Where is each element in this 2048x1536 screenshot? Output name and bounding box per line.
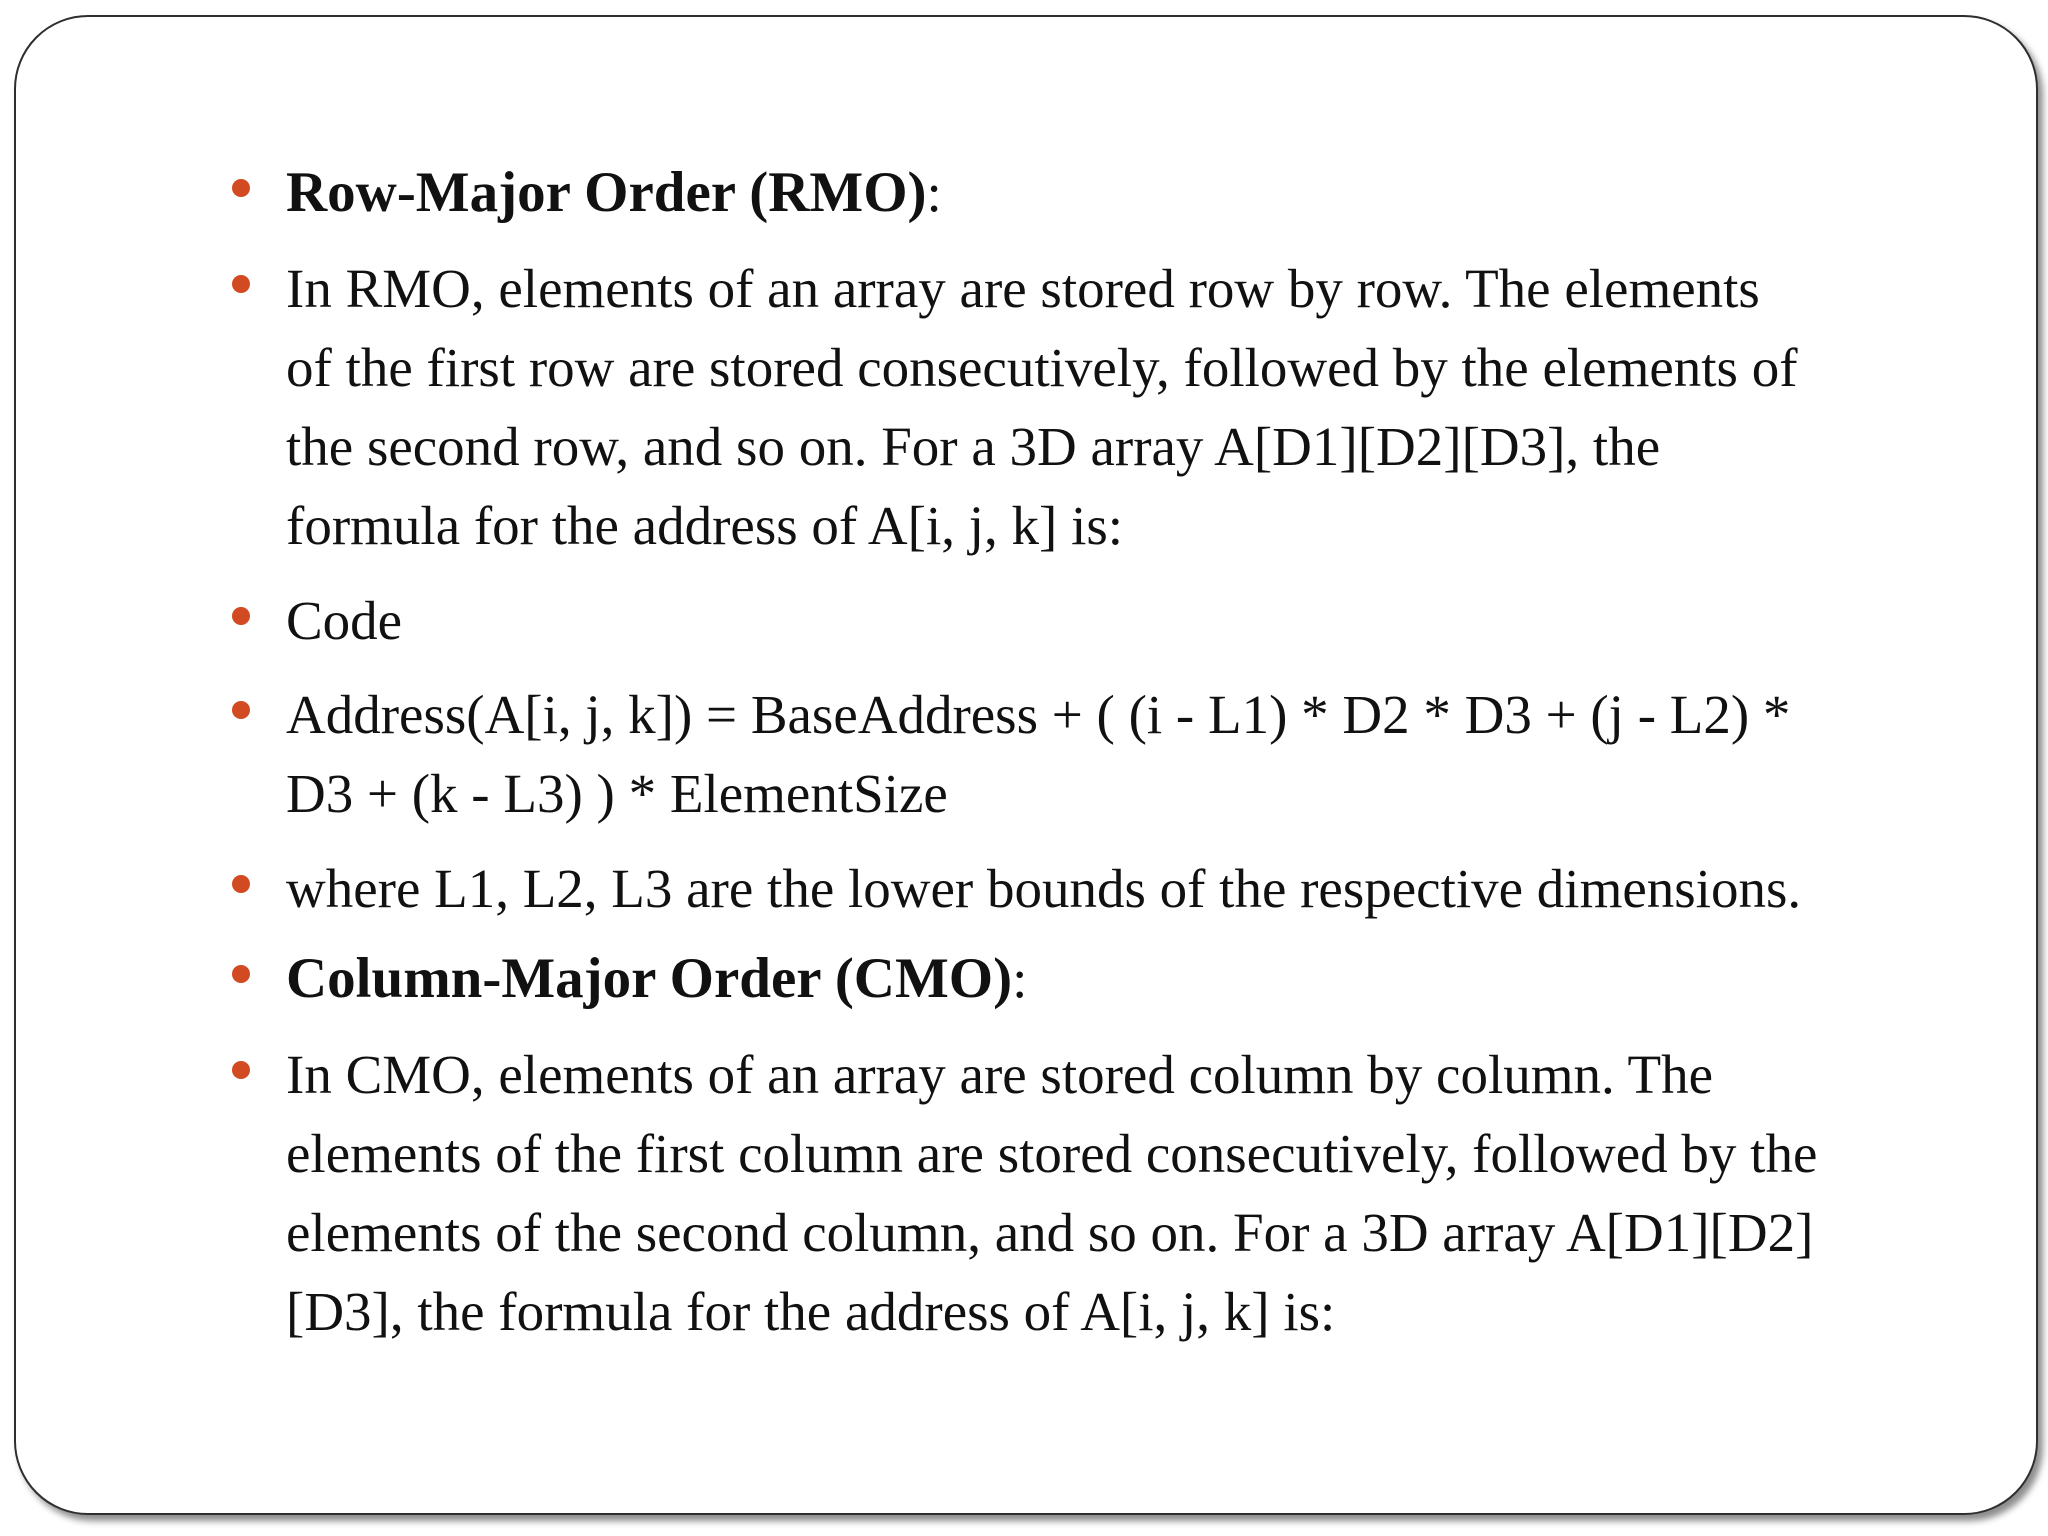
- slide-frame: [14, 15, 2038, 1515]
- bullet-dot-icon: [232, 607, 250, 625]
- bullet-rmo-formula: [286, 675, 1966, 833]
- bullet-code-label: [286, 581, 1966, 660]
- bullet-lower-bounds: [286, 849, 1966, 928]
- cmo-heading-colon: :: [1012, 948, 1028, 1009]
- text-line: In RMO, elements of an array are stored row by row. The elements: [286, 258, 1760, 319]
- slide-content: [16, 17, 2036, 1513]
- text-line: the second row, and so on. For a 3D array A[D1][D2][D3], the: [286, 416, 1661, 477]
- text-line: In CMO, elements of an array are stored column by column. The: [286, 1044, 1714, 1105]
- bullet-rmo-heading: [286, 153, 1966, 232]
- text-line: elements of the first column are stored consecutively, followed by the: [286, 1123, 1818, 1184]
- text-line: elements of the second column, and so on. For a 3D array A[D1][D2]: [286, 1202, 1814, 1263]
- bullet-dot-icon: [232, 275, 250, 293]
- bullet-dot-icon: [232, 1061, 250, 1079]
- bullet-cmo-heading: [286, 939, 1966, 1018]
- rmo-heading-colon: :: [926, 162, 942, 223]
- text-line: Address(A[i, j, k]) = BaseAddress + ( (i - L1) * D2 * D3 + (j - L2) *: [286, 684, 1791, 745]
- text-line: [D3], the formula for the address of A[i, j, k] is:: [286, 1281, 1336, 1342]
- rmo-heading-title: Row-Major Order (RMO): [286, 161, 927, 224]
- bullet-dot-icon: [232, 179, 250, 197]
- bullet-dot-icon: [232, 875, 250, 893]
- text-line: where L1, L2, L3 are the lower bounds of the respective dimensions.: [286, 858, 1802, 919]
- cmo-heading-title: Column-Major Order (CMO): [286, 947, 1013, 1010]
- bullet-rmo-description: [286, 249, 1966, 565]
- bullet-cmo-description: [286, 1035, 1966, 1351]
- text-line: Code: [286, 590, 403, 651]
- bullet-dot-icon: [232, 965, 250, 983]
- text-line: formula for the address of A[i, j, k] is:: [286, 495, 1124, 556]
- bullet-dot-icon: [232, 701, 250, 719]
- text-line: D3 + (k - L3) ) * ElementSize: [286, 763, 948, 824]
- text-line: of the first row are stored consecutively, followed by the elements of: [286, 337, 1798, 398]
